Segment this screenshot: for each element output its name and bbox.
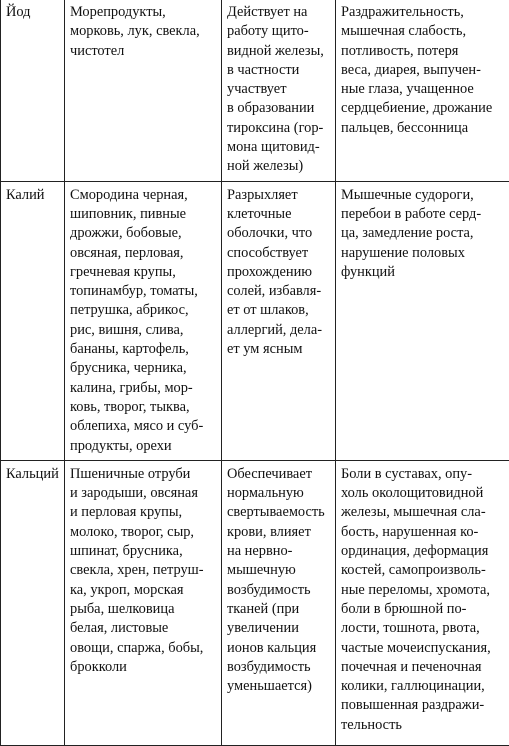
deficiency-text: Мышечные судороги, перебои в работе серд- ца, замедление роста, нарушение половых функций [341,186,505,282]
deficiency-cell [336,0,509,181]
deficiency-text: Боли в суставах, опу- холь околощитовидной железы, мышечная сла- бость, нарушенная ко- ординация, деформация костей, самопроизволь- ные переломы, хромота, боли в брюшной по- лости, тошнота, рвота, частые мочеиспускания, почечная и печеночная колики, галлюцинации, повышенная раздражи- тельность [341,465,505,735]
action-cell [222,0,336,181]
sources-text: Морепродукты, морковь, лук, свекла, чистотел [70,3,217,61]
element-name: Калий [6,186,60,205]
deficiency-text: Раздражительность, мышечная слабость, потливость, потеря веса, диарея, выпучен- ные глаза, учащенное сердцебиение, дрожание пальцев, бессонница [341,3,505,138]
action-text: Разрыхляет клеточные оболочки, что способствует прохождению солей, избавля- ет от шлаков, аллергий, дела- ет ум ясным [227,186,331,360]
sources-cell [65,460,222,745]
sources-cell [65,181,222,460]
element-cell [1,181,65,460]
element-cell [1,460,65,745]
deficiency-cell [336,460,509,745]
action-cell [222,181,336,460]
action-text: Обеспечивает нормальную свертываемость крови, влияет на нервно- мышечную возбудимость тканей (при увеличении ионов кальция возбудимость уменьшается) [227,465,331,697]
table-row-potassium [1,181,509,460]
sources-cell [65,0,222,181]
deficiency-cell [336,181,509,460]
element-name: Йод [6,3,60,22]
element-name: Кальций [6,465,60,484]
table-row-iodine [1,0,509,181]
table-row-calcium [1,460,509,745]
sources-text: Пшеничные отруби и зародыши, овсяная и перловая крупы, молоко, творог, сыр, шпинат, брусника, свекла, хрен, петруш- ка, укроп, морская рыба, шелковица белая, листовые овощи, спаржа, бобы, брокколи [70,465,217,677]
action-text: Действует на работу щито- видной железы, в частности участвует в образовании тироксина (гор- мона щитовид- ной железы) [227,3,331,177]
element-cell [1,0,65,181]
sources-text: Смородина черная, шиповник, пивные дрожжи, бобовые, овсяная, перловая, гречневая крупы, топинамбур, томаты, петрушка, абрикос, рис, вишня, слива, бананы, картофель, брусника, черника, калина, грибы, мор- ковь, творог, тыква, облепиха, мясо и суб- продукты, орехи [70,186,217,456]
action-cell [222,460,336,745]
